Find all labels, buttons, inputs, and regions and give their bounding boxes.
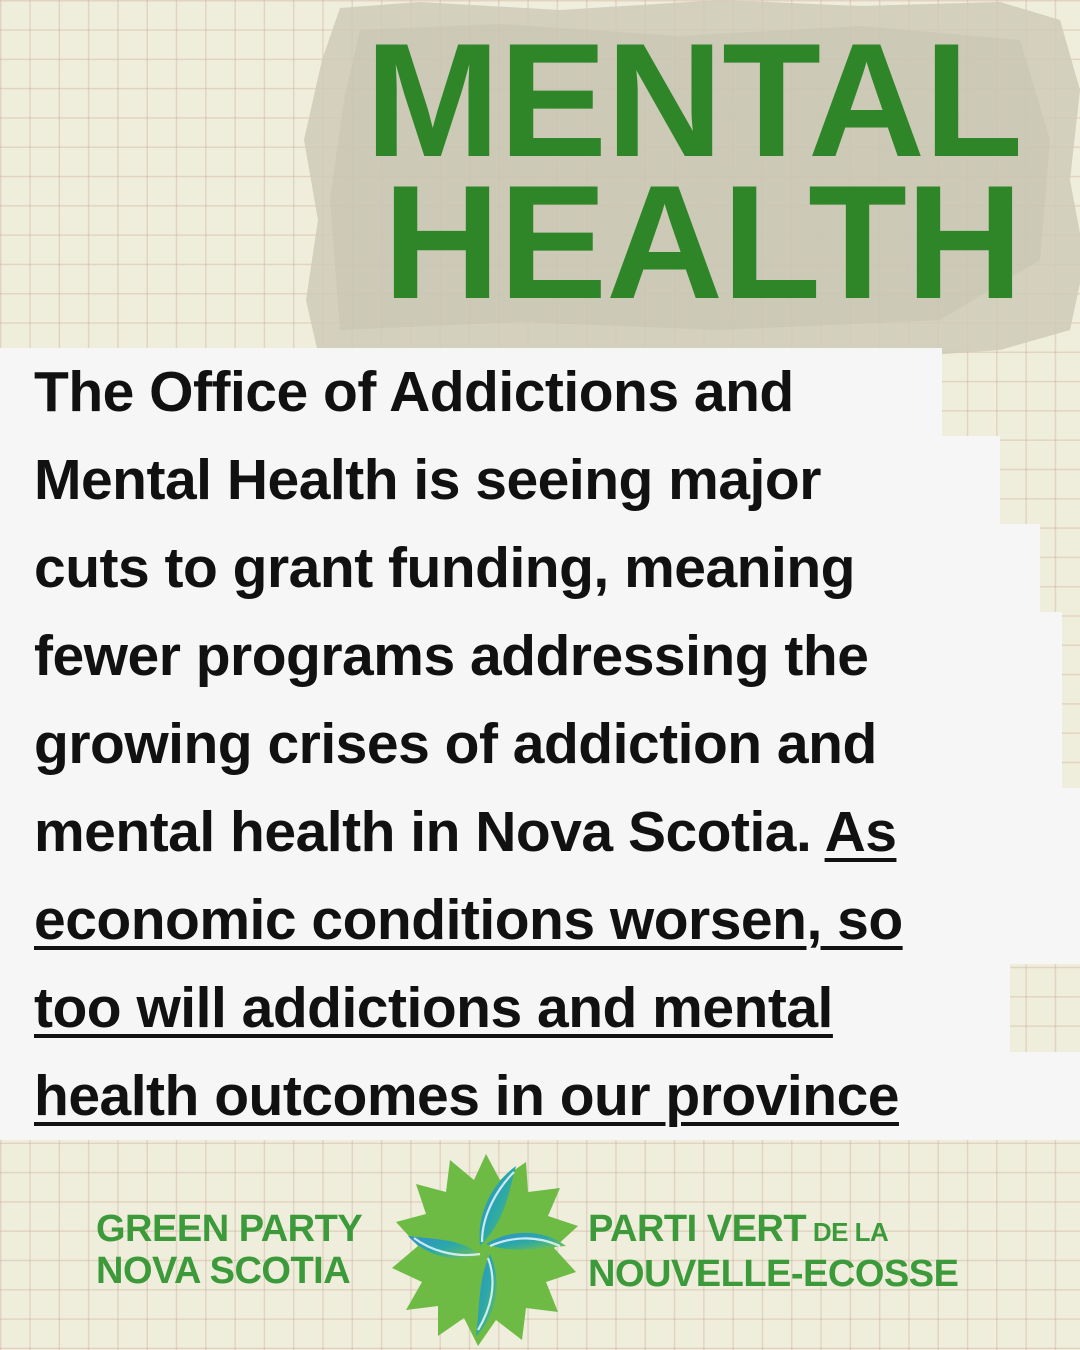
body-line-text [34, 1052, 1054, 1128]
body-line-text [34, 964, 1054, 1040]
logo-en-line-2: NOVA SCOTIA [96, 1250, 351, 1292]
body-line [34, 788, 1054, 876]
body-underlined-text: economic conditions worsen, so [34, 888, 903, 952]
body-line [34, 348, 1054, 436]
body-underlined-text: too will addictions and mental [34, 976, 833, 1040]
logo-fr-line-1 [588, 1208, 1008, 1253]
body-line-text: The Office of Addictions and [34, 360, 794, 424]
body-line-text: fewer programs addressing the [34, 624, 869, 688]
green-party-logo-text-en [96, 1208, 386, 1292]
body-line [34, 1052, 1054, 1140]
green-party-emblem-icon [386, 1150, 586, 1350]
body-line [34, 700, 1054, 788]
body-line [34, 436, 1054, 524]
page-title [365, 10, 1022, 333]
body-line-plain-text: mental health in Nova Scotia. [34, 800, 825, 864]
logo-fr-main: PARTI VERT [588, 1208, 807, 1250]
body-line [34, 524, 1054, 612]
body-line-text [34, 876, 1054, 952]
logo-fr-line-2: NOUVELLE-ECOSSE [588, 1253, 959, 1295]
green-party-logo-text-fr [588, 1208, 1008, 1295]
logo-en-line-1: GREEN PARTY [96, 1208, 363, 1250]
body-underlined-text: health outcomes in our province [34, 1064, 899, 1128]
body-line-text: Mental Health is seeing major [34, 448, 821, 512]
body-line-text: cuts to grant funding, meaning [34, 536, 855, 600]
body-underlined-text: As [824, 800, 897, 864]
title-line-1: MENTAL [365, 10, 1022, 191]
logo-fr-small: DE LA [806, 1217, 889, 1247]
body-line [34, 876, 1054, 964]
body-line [34, 612, 1054, 700]
body-line-text [34, 788, 1054, 864]
body-line [34, 964, 1054, 1052]
title-line-2: HEALTH [383, 152, 1022, 333]
body-line-text: growing crises of addiction and [34, 712, 877, 776]
body-text-block [34, 348, 1054, 1140]
